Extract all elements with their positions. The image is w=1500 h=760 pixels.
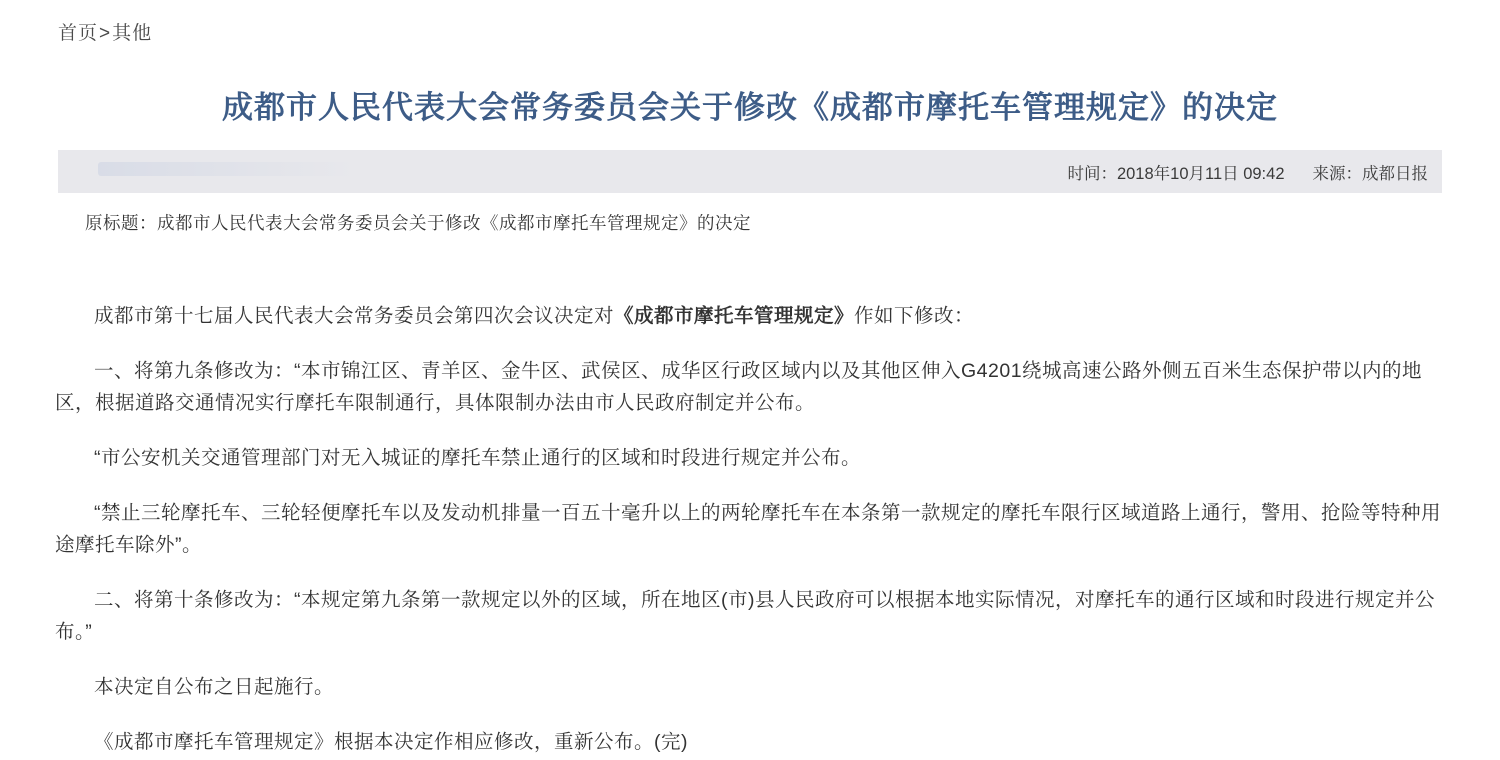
meta-bar-watermark [98,162,358,176]
paragraph-6: 本决定自公布之日起施行。 [94,676,335,698]
paragraph-1 [55,300,1445,332]
paragraph-3: “市公安机关交通管理部门对无入城证的摩托车禁止通行的区域和时段进行规定并公布。 [94,447,861,469]
paragraph-2: 一、将第九条修改为：“本市锦江区、青羊区、金牛区、武侯区、成华区行政区域内以及其他区伸入G4201绕城高速公路外侧五百米生态保护带以内的地区，根据道路交通情况实行摩托车限制通行，具体限制办法由市人民政府制定并公布。 [55,360,1423,414]
source: 来源：成都日报 [1312,164,1428,183]
paragraph-1-suffix: 作如下修改： [854,305,975,327]
meta-bar [58,150,1442,193]
paragraph-1-book-title: 《成都市摩托车管理规定》 [614,305,855,327]
paragraph-4: “禁止三轮摩托车、三轮轻便摩托车以及发动机排量一百五十毫升以上的两轮摩托车在本条第一款规定的摩托车限行区域道路上通行，警用、抢险等特种用途摩托车除外”。 [55,502,1441,556]
publish-time: 时间：2018年10月11日 09:42 [1067,164,1285,183]
paragraph-1-prefix: 成都市第十七届人民代表大会常务委员会第四次会议决定对 [94,305,615,327]
paragraph-7: 《成都市摩托车管理规定》根据本决定作相应修改，重新公布。(完) [94,731,688,753]
breadcrumb-category-link[interactable]: 其他 [112,23,153,44]
breadcrumb-separator: > [99,23,112,44]
paragraph-5: 二、将第十条修改为：“本规定第九条第一款规定以外的区域，所在地区(市)县人民政府可以根据本地实际情况，对摩托车的通行区域和时段进行规定并公布。” [55,589,1435,643]
breadcrumb-home-link[interactable]: 首页 [58,23,99,44]
original-title: 原标题：成都市人民代表大会常务委员会关于修改《成都市摩托车管理规定》的决定 [85,213,751,233]
article-body [55,300,1445,760]
page-title: 成都市人民代表大会常务委员会关于修改《成都市摩托车管理规定》的决定 [222,90,1278,125]
breadcrumb [58,18,152,45]
